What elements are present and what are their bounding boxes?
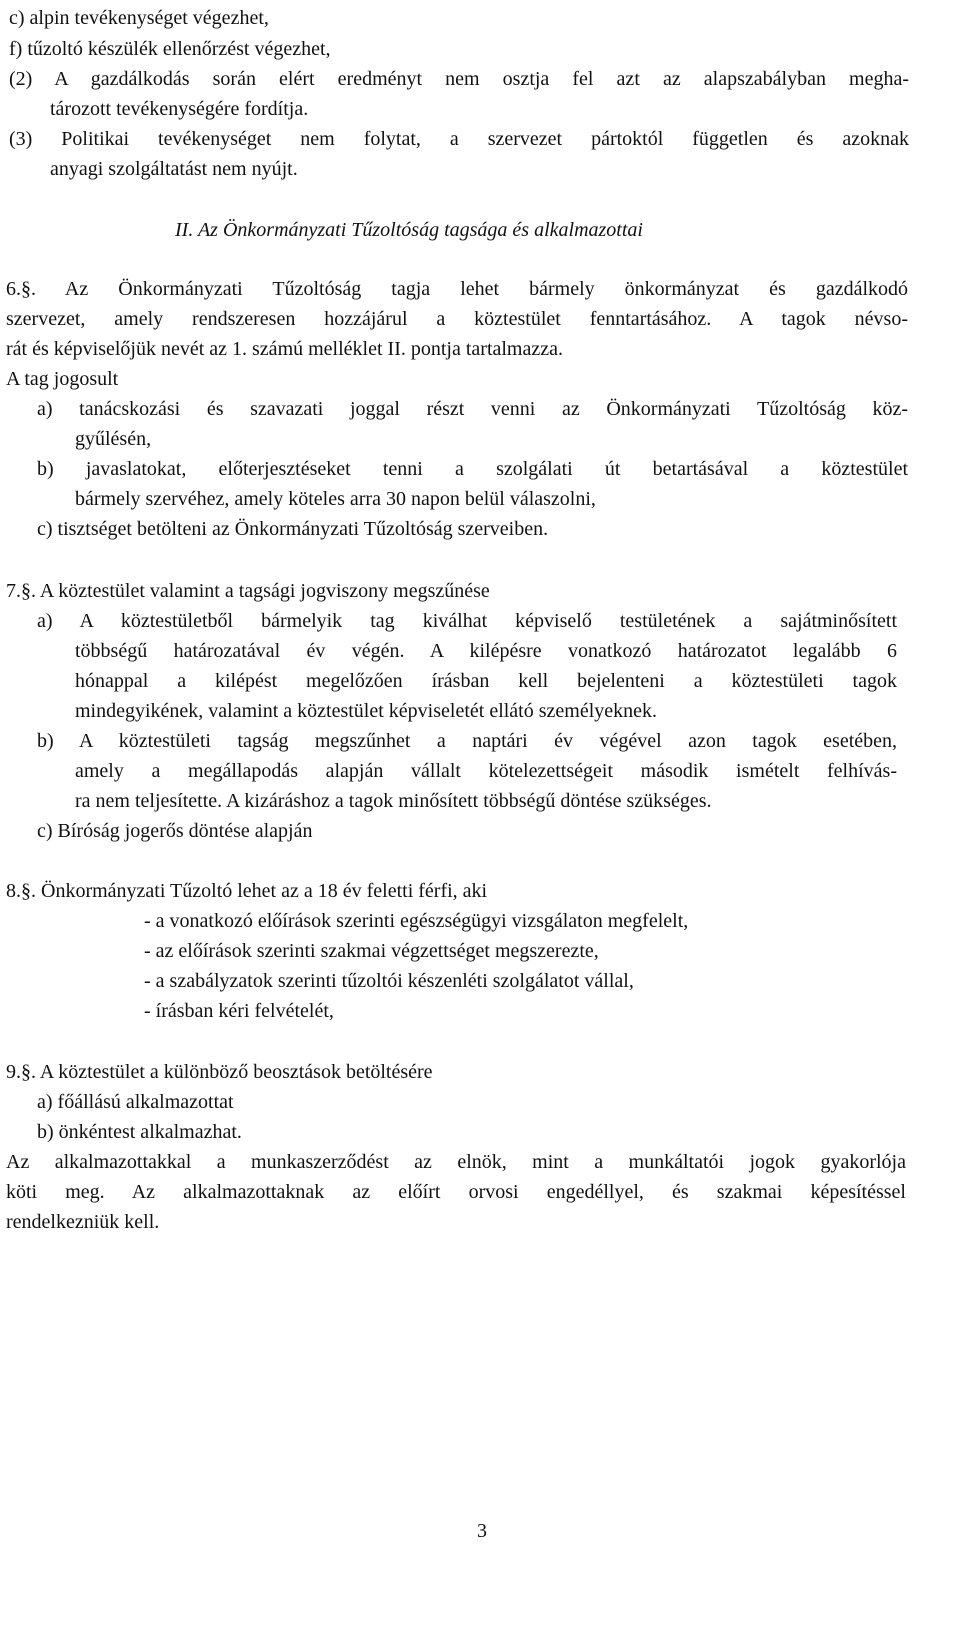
text-line: 9.§. A köztestület a különböző beosztások betöltésére <box>6 1061 433 1083</box>
text-line: b) önkéntest alkalmazhat. <box>37 1121 242 1143</box>
page-number: 3 <box>477 1520 487 1542</box>
text-line: 7.§. A köztestület valamint a tagsági jogviszony megszűnése <box>6 580 490 602</box>
text-line: - a szabályzatok szerinti tűzoltói készenléti szolgálatot vállal, <box>144 970 634 992</box>
text-line: 6.§. Az Önkormányzati Tűzoltóság tagja lehet bármely önkormányzat és gazdálkodó <box>6 278 908 300</box>
text-line: tározott tevékenységére fordítja. <box>50 98 309 120</box>
text-line: - az előírások szerinti szakmai végzettséget megszerezte, <box>144 940 599 962</box>
text-line: mindegyikének, valamint a köztestület képviseletét ellátó személyeknek. <box>75 700 658 722</box>
text-line: rendelkezniük kell. <box>6 1211 160 1233</box>
text-line: (2) A gazdálkodás során elért eredményt nem osztja fel azt az alapszabályban megha- <box>9 68 909 90</box>
text-line: b) javaslatokat, előterjesztéseket tenni a szolgálati út betartásával a köztestület <box>37 458 908 480</box>
text-line: - írásban kéri felvételét, <box>144 1000 334 1022</box>
text-line: a) tanácskozási és szavazati joggal részt venni az Önkormányzati Tűzoltóság köz- <box>37 398 908 420</box>
text-line: (3) Politikai tevékenységet nem folytat, a szervezet pártoktól független és azoknak <box>9 128 909 150</box>
text-line: A tag jogosult <box>6 368 119 390</box>
text-line: Az alkalmazottakkal a munkaszerződést az elnök, mint a munkáltatói jogok gyakorlója <box>6 1151 906 1173</box>
text-line: amely a megállapodás alapján vállalt kötelezettségeit második ismételt felhívás- <box>75 760 897 782</box>
text-line: köti meg. Az alkalmazottaknak az előírt orvosi engedéllyel, és szakmai képesítéssel <box>6 1181 906 1203</box>
text-line: b) A köztestületi tagság megszűnhet a naptári év végével azon tagok esetében, <box>37 730 897 752</box>
text-line: - a vonatkozó előírások szerinti egészségügyi vizsgálaton megfelelt, <box>144 910 689 932</box>
text-line: gyűlésén, <box>75 428 152 450</box>
text-line: hónappal a kilépést megelőzően írásban kell bejelenteni a köztestületi tagok <box>75 670 897 692</box>
text-line: ra nem teljesítette. A kizáráshoz a tagok minősített többségű döntése szükséges. <box>75 790 712 812</box>
text-line: anyagi szolgáltatást nem nyújt. <box>50 158 298 180</box>
text-line: rát és képviselőjük nevét az 1. számú melléklet II. pontja tartalmazza. <box>6 338 563 360</box>
text-line: c) tisztséget betölteni az Önkormányzati Tűzoltóság szerveiben. <box>37 518 549 540</box>
text-line: 8.§. Önkormányzati Tűzoltó lehet az a 18 év feletti férfi, aki <box>6 880 488 902</box>
section-heading: II. Az Önkormányzati Tűzoltóság tagsága és alkalmazottai <box>175 219 643 241</box>
text-line: f) tűzoltó készülék ellenőrzést végezhet, <box>9 38 331 60</box>
text-line: a) főállású alkalmazottat <box>37 1091 234 1113</box>
text-line: a) A köztestületből bármelyik tag kiválhat képviselő testületének a sajátminősített <box>37 610 897 632</box>
text-line: szervezet, amely rendszeresen hozzájárul a köztestület fenntartásához. A tagok névso- <box>6 308 908 330</box>
text-line: bármely szervéhez, amely köteles arra 30 napon belül válaszolni, <box>75 488 596 510</box>
text-line: c) alpin tevékenységet végezhet, <box>9 7 269 29</box>
text-line: többségű határozatával év végén. A kilépésre vonatkozó határozatot legalább 6 <box>75 640 897 662</box>
text-line: c) Bíróság jogerős döntése alapján <box>37 820 313 842</box>
